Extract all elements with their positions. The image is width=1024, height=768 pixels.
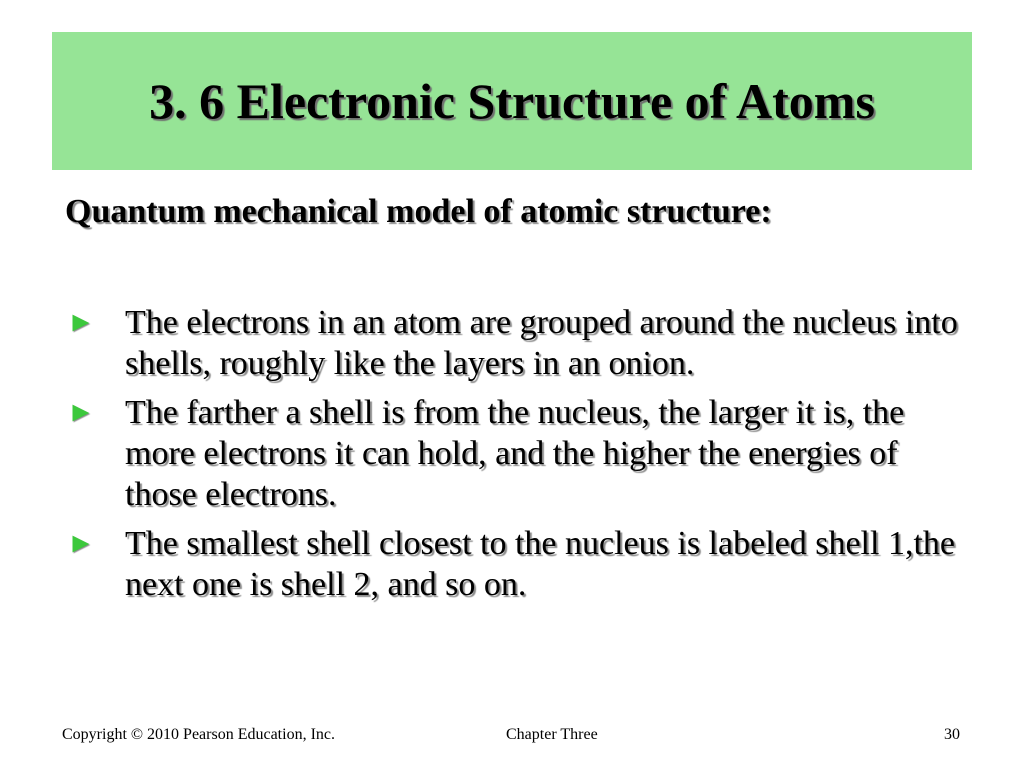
slide-title: 3. 6 Electronic Structure of Atoms [149, 73, 875, 129]
bullet-text: The smallest shell closest to the nucleus is labeled shell 1,the next one is shell 2, and so on. [125, 525, 955, 603]
bullet-text: The electrons in an atom are grouped around the nucleus into shells, roughly like the layers in an onion. [125, 304, 958, 382]
arrow-bullet-icon: ► [67, 397, 95, 428]
footer-page-number: 30 [944, 726, 960, 743]
slide-subtitle: Quantum mechanical model of atomic structure: [65, 193, 772, 230]
footer-copyright: Copyright © 2010 Pearson Education, Inc. [62, 726, 335, 743]
arrow-bullet-icon: ► [67, 307, 95, 338]
arrow-bullet-icon: ► [67, 528, 95, 559]
title-band [52, 32, 972, 170]
bullet-item [62, 523, 972, 605]
bullet-text: The farther a shell is from the nucleus, the larger it is, the more electrons it can hold, and the higher the energies of those electrons. [125, 394, 905, 513]
bullet-item [62, 392, 972, 515]
bullet-item [62, 302, 972, 384]
footer-chapter: Chapter Three [506, 726, 598, 743]
bullet-list [62, 302, 972, 613]
